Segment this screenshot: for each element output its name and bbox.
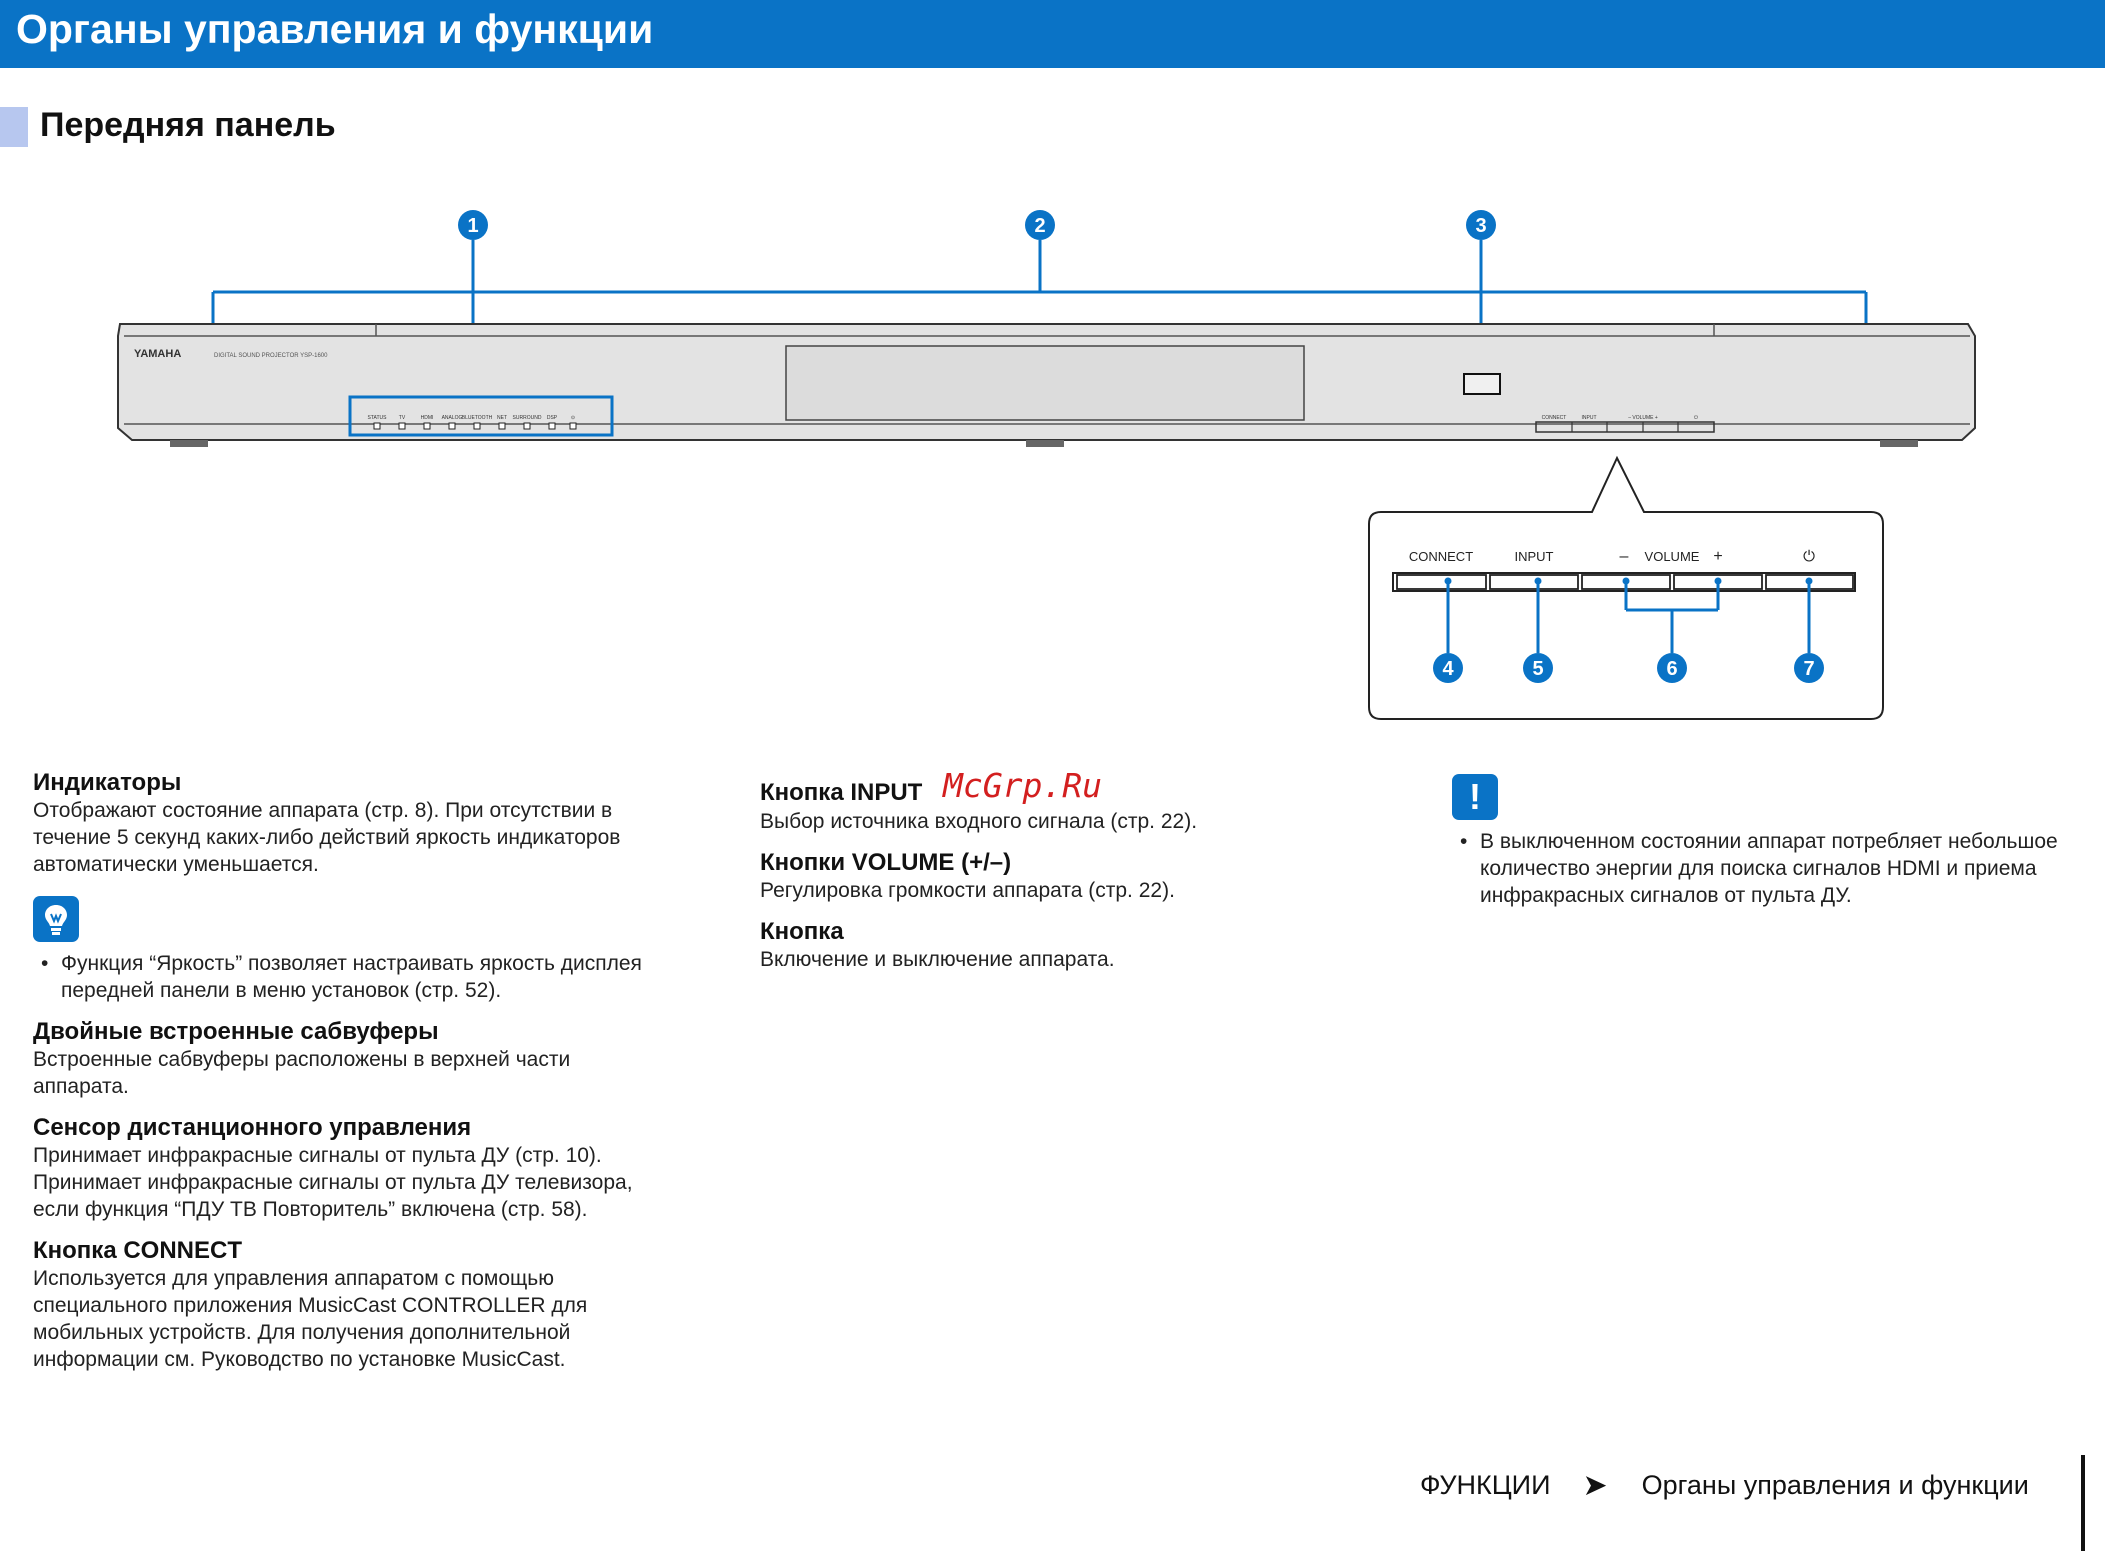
- indicator-label-power: ⊙: [570, 415, 576, 421]
- middle-column: [760, 766, 1280, 973]
- tip-text: • Функция “Яркость” позволяет настраивать яркость дисплея передней панели в меню установок (стр. 52).: [33, 950, 653, 1004]
- volume-heading: Кнопки VOLUME (+/–): [760, 849, 1012, 876]
- breadcrumb-functions[interactable]: ФУНКЦИИ: [1420, 1470, 1551, 1500]
- page-edge-marker: [2081, 1455, 2085, 1551]
- device-model: DIGITAL SOUND PROJECTOR YSP-1600: [214, 353, 328, 359]
- page-title: Органы управления и функции: [16, 6, 654, 52]
- callout-number-1: 1: [467, 215, 479, 237]
- mini-label-connect: CONNECT: [1541, 415, 1567, 421]
- input-heading-text: Кнопка INPUT: [760, 779, 923, 806]
- callout-number-5: 5: [1532, 658, 1544, 680]
- indicator-label-status: STATUS: [367, 415, 387, 421]
- indicator-label-bluetooth: BLUETOOTH: [461, 415, 493, 421]
- indicator-label-surround: SURROUND: [512, 415, 542, 421]
- zoom-label-power: ⏻: [1803, 548, 1815, 565]
- watermark: McGrp.Ru: [943, 766, 1102, 805]
- indicator-label-net: NET: [497, 415, 507, 421]
- zoom-label-input: INPUT: [1514, 549, 1554, 564]
- subwoofers-heading: Двойные встроенные сабвуферы: [33, 1018, 439, 1045]
- indicator-label-dsp: DSP: [546, 415, 558, 421]
- device-brand: YAMAHA: [134, 348, 182, 360]
- front-panel-diagram: [0, 0, 2105, 730]
- callout-number-3: 3: [1475, 215, 1487, 237]
- indicator-label-hdmi: HDMI: [420, 415, 434, 421]
- warning-icon: !: [1452, 774, 1498, 820]
- connect-description: Используется для управления аппаратом с помощью специального приложения MusicCast CONTROLLER для мобильных устройств. Для получения дополнительной информации см. Руководство по установке MusicCast.: [33, 1267, 588, 1371]
- mini-label-input: INPUT: [1581, 415, 1597, 421]
- breadcrumb: [1420, 1468, 2029, 1503]
- section-title: Передняя панель: [40, 106, 336, 144]
- input-description: Выбор источника входного сигнала (стр. 22).: [760, 810, 1198, 833]
- note-text: • В выключенном состоянии аппарат потребляет небольшое количество энергии для поиска сигналов HDMI и приема инфракрасных сигналов от пульта ДУ.: [1452, 828, 2092, 909]
- callout-number-7: 7: [1803, 658, 1815, 680]
- indicators-heading: Индикаторы: [33, 769, 182, 796]
- sensor-description-2: Принимает инфракрасные сигналы от пульта ДУ телевизора, если функция “ПДУ ТВ Повторитель” включена (стр. 58).: [33, 1171, 633, 1221]
- breadcrumb-arrow-icon: ➤: [1582, 1469, 1608, 1502]
- mini-label-power: ⏻: [1694, 415, 1698, 421]
- mini-label-volume: – VOLUME +: [1628, 415, 1658, 421]
- connect-heading: Кнопка CONNECT: [33, 1237, 242, 1264]
- indicator-label-analog: ANALOG: [441, 415, 463, 421]
- callout-number-4: 4: [1442, 658, 1454, 680]
- input-heading: [760, 766, 1280, 808]
- right-column: [1452, 774, 2092, 909]
- sensor-description-1: Принимает инфракрасные сигналы от пульта ДУ (стр. 10).: [33, 1144, 602, 1167]
- tip-icon: [33, 896, 79, 942]
- sensor-heading: Сенсор дистанционного управления: [33, 1114, 472, 1141]
- indicators-description: Отображают состояние аппарата (стр. 8). При отсутствии в течение 5 секунд каких-либо действий яркость индикаторов автоматически уменьшается.: [33, 799, 621, 876]
- indicator-label-tv: TV: [398, 415, 406, 421]
- left-column: [33, 769, 653, 1373]
- breadcrumb-current: Органы управления и функции: [1641, 1470, 2029, 1500]
- zoom-label-plus: +: [1713, 548, 1723, 565]
- zoom-label-connect: CONNECT: [1408, 549, 1474, 564]
- zoom-label-volume: VOLUME: [1644, 549, 1700, 564]
- volume-description: Регулировка громкости аппарата (стр. 22).: [760, 879, 1175, 902]
- callout-number-6: 6: [1666, 658, 1678, 680]
- power-heading: Кнопка: [760, 918, 844, 945]
- sound-bar: [118, 324, 1975, 447]
- power-description: Включение и выключение аппарата.: [760, 948, 1115, 971]
- callout-number-2: 2: [1034, 215, 1046, 237]
- zoom-label-minus: –: [1619, 548, 1629, 565]
- subwoofers-description: Встроенные сабвуферы расположены в верхней части аппарата.: [33, 1048, 571, 1098]
